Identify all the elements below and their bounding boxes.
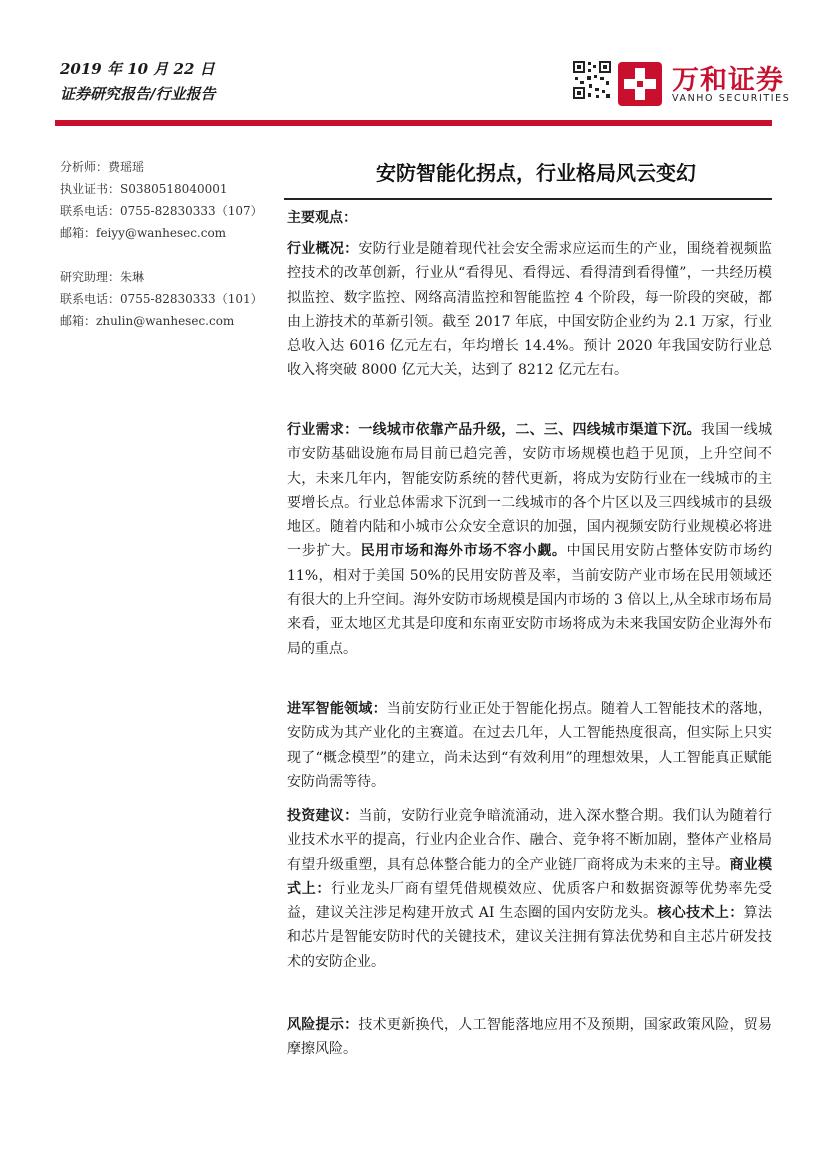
assistant-email: 邮箱：zhulin@wanhesec.com [60,314,235,328]
section-invest: 投资建议：当前，安防行业竞争暗流涌动，进入深水整合期。我们认为随着行业技术水平的提高，行业内企业合作、融合、竞争将不断加剧，整体产业格局有望升级重塑，具有总体整合能力的全产业链厂商将成为未来的主导。商业模式上：行业龙头厂商有望凭借规模效应、优质客户和数据资源等优势率先受益，建议关注涉足构建开放式 AI 生态圈的国内安防龙头。核心技术上：算法和芯片是智能安防时代的关键技术，建议关注拥有算法优势和自主芯片研发技术的安防企业。 [287,808,773,970]
qr-code-icon [572,60,612,100]
assistant-line: 联系电话：0755-82830333（101） [60,292,263,306]
brand-name-cn: 万和证券 [672,65,784,96]
section-risk: 风险提示：技术更新换代，人工智能落地应用不及预期，国家政策风险，贸易摩擦风险。 [287,1017,773,1058]
header-rule [55,120,772,126]
section-demand: 行业需求：一线城市依靠产品升级，二、三、四线城市渠道下沉。我国一线城市安防基础设施布局目前已趋完善，安防市场规模也趋于见顶，上升空间不大，未来几年内，智能安防系统的替代更新，将成为安防行业在一线城市的主要增长点。行业总体需求下沉到一二线城市的各个片区以及三四线城市的县级地区。随着内陆和小城市公众安全意识的加强，国内视频安防行业规模必将进一步扩大。民用市场和海外市场不容小觑。中国民用安防占整体安防市场约 11%，相对于美国 50%的民用安防普及率，当前安防产业市场在民用领域还有很大的上升空间。海外安防市场规模是国内市场的 3 倍以上,从全球市场布局来看，亚太地区尤其是印度和东南亚安防市场将成为未来我国安防企业海外布局的重点。 [287,422,773,657]
vanho-logo-icon [616,60,664,108]
brand-name-en: VANHO SECURITIES [672,93,791,104]
section-ai: 进军智能领域：当前安防行业正处于智能化拐点。随着人工智能技术的落地，安防成为其产业化的主赛道。在过去几年，人工智能热度很高，但实际上只实现了“概念模型”的建立，尚未达到“有效利用”的理想效果，人工智能真正赋能安防尚需等待。 [287,701,773,790]
main-points-label: 主要观点： [287,210,357,226]
analyst-line: 分析师：费瑶瑶 [60,160,145,174]
section-overview: 行业概况：安防行业是随着现代社会安全需求应运而生的产业，围绕着视频监控技术的改革创新，行业从“看得见、看得远、看得清到看得懂”，一共经历模拟监控、数字监控、网络高清监控和智能监控 4 个阶段，每一阶段的突破，都由上游技术的革新引领。截至 2017 年底，中国安防企业约为 2.1 万家，行业总收入达 6016 亿元左右，年均增长 14.4%。预计 2020 年我国安防行业总收入将突破 8000 亿元大关，达到了 8212 亿元左右。 [287,241,773,379]
report-type: 证券研究报告/行业报告 [60,85,216,103]
analyst-email: 邮箱：feiyy@wanhesec.com [60,226,227,240]
report-title: 安防智能化拐点，行业格局风云变幻 [376,161,696,185]
analyst-line: 执业证书：S0380518040001 [60,182,228,196]
title-rule [284,198,772,200]
report-date: 2019 年 10 月 22 日 [60,60,215,78]
analyst-line: 联系电话：0755-82830333（107） [60,204,263,218]
assistant-line: 研究助理：朱琳 [60,270,145,284]
